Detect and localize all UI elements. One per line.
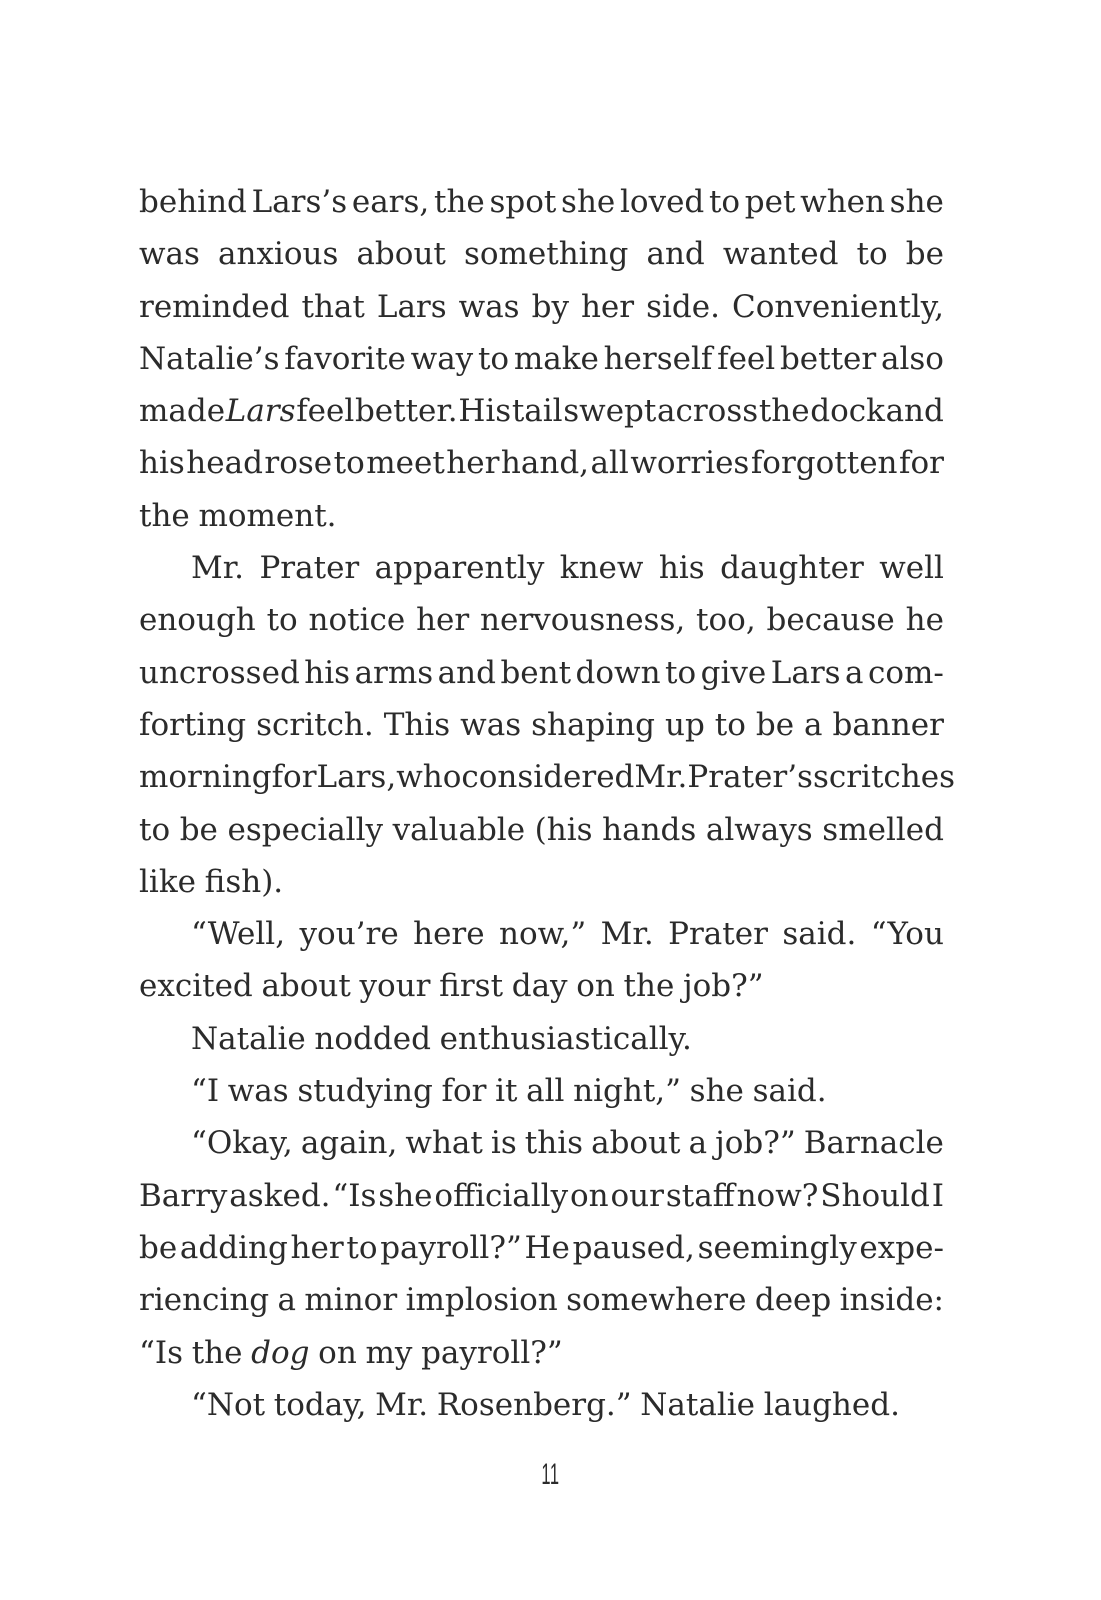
word: com-	[868, 654, 944, 691]
word: was	[460, 706, 522, 743]
word: now?	[736, 1177, 819, 1214]
word: Prater	[668, 916, 768, 953]
word: morning	[139, 759, 272, 796]
text-line	[139, 908, 944, 960]
word: again,	[300, 1125, 398, 1162]
word: staff	[665, 1177, 735, 1214]
word: make	[513, 340, 599, 377]
word: scritch.	[256, 706, 374, 743]
word: fish).	[204, 863, 284, 900]
word: Mr.	[375, 1386, 429, 1423]
word: about	[591, 1125, 681, 1162]
word: behind	[139, 184, 247, 220]
word: to	[856, 236, 888, 273]
word: like	[139, 863, 196, 900]
word: a	[804, 706, 823, 743]
word: excited	[139, 968, 253, 1005]
word: banner	[832, 706, 944, 743]
word: adding	[179, 1229, 288, 1266]
word: his	[139, 445, 185, 482]
word: a	[688, 1125, 708, 1162]
text-line	[139, 856, 944, 908]
word: about	[356, 236, 446, 273]
word: feel	[717, 340, 776, 377]
word: night,”	[573, 1073, 681, 1110]
word: now,”	[499, 916, 587, 953]
word: Conveniently,	[731, 288, 944, 325]
word: Mr.	[191, 550, 245, 587]
word: herself	[603, 340, 713, 377]
word: was	[227, 1073, 289, 1110]
word: “Well,	[191, 916, 286, 953]
word: payroll?”	[380, 1229, 522, 1266]
word: day	[511, 968, 568, 1005]
word: dog	[251, 1334, 310, 1371]
word: apparently	[374, 550, 545, 587]
word: she	[889, 184, 944, 220]
word: paused,	[572, 1229, 695, 1266]
word: minor	[304, 1282, 398, 1319]
word: Lars’s	[251, 184, 348, 220]
word: forting	[139, 706, 247, 743]
text-line	[139, 960, 944, 1012]
word: His	[458, 393, 512, 430]
word: favorite	[284, 340, 406, 377]
word: feel	[296, 393, 355, 430]
word: on	[576, 968, 615, 1005]
word: nodded	[314, 1020, 431, 1057]
word: “Is	[332, 1177, 377, 1214]
word: always	[705, 811, 813, 848]
word: be	[139, 1229, 178, 1266]
word: inside:	[839, 1282, 944, 1319]
word: her	[580, 288, 635, 325]
word: way	[410, 340, 474, 377]
word: Mr.	[634, 759, 688, 796]
text-line	[139, 228, 944, 280]
word: be	[905, 236, 944, 273]
word: asked.	[229, 1177, 331, 1214]
word: was	[458, 288, 520, 325]
word: his	[658, 550, 705, 587]
word: officially	[434, 1177, 569, 1214]
word: Barry	[139, 1177, 228, 1214]
word: This	[383, 706, 451, 743]
word: to	[346, 1229, 378, 1266]
text-line	[139, 1327, 944, 1379]
word: here	[413, 916, 485, 953]
word: expe-	[859, 1229, 944, 1266]
word: valuable	[392, 811, 526, 848]
word: the	[191, 1334, 243, 1371]
text-line	[139, 176, 944, 228]
word: our	[610, 1177, 664, 1214]
word: today,	[273, 1386, 367, 1423]
word: on	[318, 1334, 357, 1371]
word: (his	[534, 811, 593, 848]
text-line	[139, 804, 944, 856]
word: “Okay,	[191, 1125, 293, 1162]
word: enough	[139, 602, 256, 639]
word: a	[277, 1282, 297, 1319]
word: the	[139, 497, 190, 534]
word: to	[139, 811, 171, 848]
word: studying	[297, 1073, 433, 1110]
word: I	[931, 1177, 944, 1214]
word: for	[899, 445, 944, 482]
word: deep	[754, 1282, 832, 1319]
text-line	[139, 542, 944, 594]
word: and	[646, 236, 705, 273]
text-line	[139, 385, 944, 437]
word: be	[755, 706, 795, 743]
text-line	[139, 1117, 944, 1169]
word: Rosenberg.”	[436, 1386, 632, 1423]
word: your	[359, 968, 431, 1005]
word: her	[446, 445, 500, 482]
word: Lars	[376, 288, 447, 325]
word: too,	[696, 602, 756, 639]
word: forgotten	[750, 445, 898, 482]
word: Natalie	[640, 1386, 756, 1423]
word: and	[885, 393, 944, 430]
word: all	[590, 445, 629, 482]
word: rose	[264, 445, 333, 482]
word: moment.	[198, 497, 337, 534]
word: spot	[489, 184, 557, 220]
word: scritches	[812, 759, 955, 796]
word: Natalie	[191, 1020, 306, 1057]
word: her	[290, 1229, 344, 1266]
word: better	[779, 340, 877, 377]
word: job?”	[683, 968, 764, 1005]
text-line	[139, 751, 955, 803]
word: across	[657, 393, 759, 430]
word: well	[879, 550, 944, 587]
text-line	[139, 1065, 944, 1117]
word: side.	[646, 288, 720, 325]
word: “Is	[139, 1334, 184, 1371]
word: wanted	[722, 236, 839, 273]
word: riencing	[139, 1282, 270, 1319]
word: payroll?”	[421, 1334, 563, 1371]
word: implosion	[405, 1282, 558, 1319]
word: on	[569, 1177, 609, 1214]
word: his	[304, 654, 351, 691]
word: my	[365, 1334, 413, 1371]
word: somewhere	[566, 1282, 747, 1319]
word: to	[333, 445, 365, 482]
word: to	[477, 340, 510, 377]
word: the	[758, 393, 810, 430]
word: especially	[227, 811, 384, 848]
word: anxious	[218, 236, 339, 273]
word: Mr.	[600, 916, 654, 953]
word: tail	[511, 393, 563, 430]
word: loved	[619, 184, 705, 220]
word: because	[766, 602, 895, 639]
word: it	[495, 1073, 518, 1110]
word: down	[575, 654, 661, 691]
word: bent	[500, 654, 572, 691]
word: Barnacle	[803, 1125, 944, 1162]
text-line	[139, 699, 944, 751]
word: smelled	[822, 811, 944, 848]
word: head	[186, 445, 263, 482]
word: “I	[191, 1073, 220, 1110]
word: “You	[870, 916, 944, 953]
word: shaping	[531, 706, 656, 743]
word: to	[266, 602, 298, 639]
word: dock	[810, 393, 885, 430]
word: notice	[308, 602, 406, 639]
word: and	[437, 654, 496, 691]
word: nervousness,	[480, 602, 686, 639]
word: reminded	[139, 288, 290, 325]
word: Prater	[259, 550, 360, 587]
word: first	[439, 968, 504, 1005]
text-line	[139, 594, 944, 646]
word: made	[139, 393, 226, 430]
word: to	[708, 184, 741, 220]
word: is	[490, 1125, 517, 1162]
word: the	[623, 968, 675, 1005]
word: the	[433, 184, 485, 220]
word: pet	[744, 184, 796, 220]
word: a	[845, 654, 864, 691]
word: Prater’s	[687, 759, 813, 796]
text-line	[139, 647, 944, 699]
word: for	[441, 1073, 487, 1110]
word: she	[378, 1177, 433, 1214]
body-text	[139, 176, 955, 1431]
word: seemingly	[697, 1229, 857, 1266]
word: she	[689, 1073, 744, 1110]
word: swept	[563, 393, 657, 430]
word: you’re	[299, 916, 399, 953]
word: this	[524, 1125, 584, 1162]
word: worries	[630, 445, 750, 482]
text-line	[139, 281, 944, 333]
word: to	[714, 706, 746, 743]
word: arms	[354, 654, 434, 691]
page-number: 11	[541, 1458, 560, 1491]
word: be	[179, 811, 218, 848]
word: job?”	[715, 1125, 796, 1162]
word: hand,	[500, 445, 590, 482]
word: Lars	[770, 654, 841, 691]
text-line	[139, 1170, 944, 1222]
word: her	[416, 602, 470, 639]
word: by	[531, 288, 569, 325]
word: hands	[602, 811, 697, 848]
word: what	[405, 1125, 483, 1162]
word: ears,	[351, 184, 430, 220]
word: uncrossed	[139, 654, 300, 691]
word: something	[463, 236, 629, 273]
word: about	[261, 968, 351, 1005]
word: meet	[366, 445, 445, 482]
word: to	[665, 654, 697, 691]
word: said.	[752, 1073, 827, 1110]
word: laughed.	[763, 1386, 900, 1423]
word: better.	[354, 393, 458, 430]
word: He	[524, 1229, 570, 1266]
text-line	[139, 333, 944, 385]
word: “Not	[191, 1386, 266, 1423]
word: Lars,	[316, 759, 397, 796]
text-line	[139, 1222, 944, 1274]
word: up	[664, 706, 705, 743]
word: he	[905, 602, 944, 639]
text-line	[139, 490, 944, 542]
text-line	[139, 1379, 944, 1431]
word: also	[880, 340, 944, 377]
word: knew	[559, 550, 644, 587]
word: who	[396, 759, 462, 796]
word: enthusiastically.	[439, 1020, 692, 1057]
word: Lars	[225, 393, 296, 430]
word: was	[139, 236, 200, 273]
word: that	[301, 288, 365, 325]
text-line	[139, 1013, 944, 1065]
word: considered	[461, 759, 635, 796]
word: Natalie’s	[139, 340, 280, 377]
text-line	[139, 1274, 944, 1326]
word: daughter	[720, 550, 864, 587]
text-line	[139, 437, 944, 489]
word: give	[700, 654, 767, 691]
word: she	[561, 184, 616, 220]
word: all	[526, 1073, 565, 1110]
word: for	[271, 759, 317, 796]
word: Should	[820, 1177, 930, 1214]
word: when	[800, 184, 885, 220]
word: said.	[782, 916, 857, 953]
